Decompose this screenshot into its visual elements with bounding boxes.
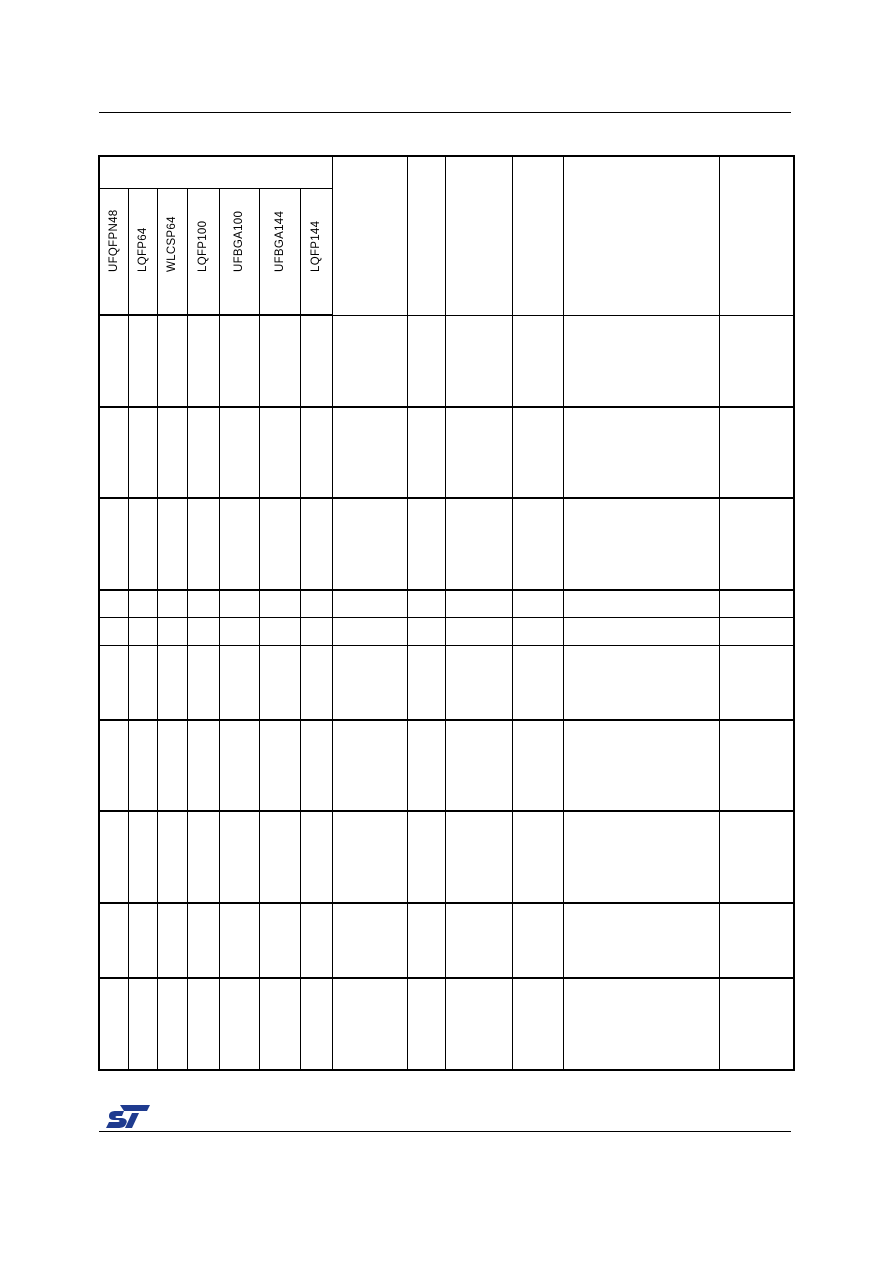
package-label: LQFP100 bbox=[197, 220, 209, 272]
package-header bbox=[300, 188, 332, 315]
table-row bbox=[99, 811, 794, 903]
table-row bbox=[99, 645, 794, 720]
package-label: LQFP64 bbox=[136, 227, 149, 272]
package-header bbox=[128, 188, 157, 315]
table-row bbox=[99, 978, 794, 1070]
io-structure-header bbox=[445, 156, 512, 315]
package-label: UFBGA144 bbox=[273, 210, 286, 272]
package-label: WLCSP64 bbox=[166, 216, 178, 272]
st-logo-icon bbox=[106, 1103, 152, 1129]
table-row bbox=[99, 498, 794, 590]
package-header bbox=[219, 188, 259, 315]
package-header bbox=[157, 188, 187, 315]
table-row bbox=[99, 617, 794, 645]
package-header bbox=[187, 188, 219, 315]
alternate-functions-header bbox=[563, 156, 719, 315]
table-row bbox=[99, 315, 794, 407]
table-row bbox=[99, 720, 794, 811]
header-rule bbox=[99, 112, 791, 113]
package-label: UFBGA100 bbox=[233, 210, 245, 272]
table-row bbox=[99, 407, 794, 498]
table-row bbox=[99, 590, 794, 617]
package-label: LQFP144 bbox=[310, 220, 323, 272]
package-header bbox=[99, 188, 128, 315]
pin-type-header bbox=[407, 156, 445, 315]
package-header bbox=[259, 188, 300, 315]
pin-number-group-header bbox=[99, 156, 332, 188]
package-label: UFQFPN48 bbox=[107, 209, 120, 272]
notes-header bbox=[512, 156, 563, 315]
pinout-table bbox=[98, 155, 795, 1071]
pin-name-header bbox=[332, 156, 407, 315]
additional-functions-header bbox=[719, 156, 794, 315]
table-row bbox=[99, 903, 794, 978]
footer-rule bbox=[99, 1131, 791, 1132]
